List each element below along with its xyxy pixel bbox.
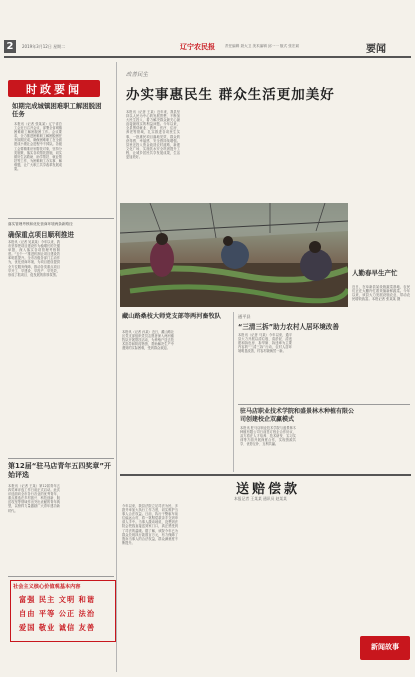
bottom-body: 今年以来，我县法院立足司法为民，多措并举加大执行工作力度，切实维护当事人合法权益。日前，执行干警驱车前往偏远山村，将一笔赔偿款亲手交到申请人手中。当事人激动地说，没想到法院会把钱直接送到家门口，真正感受到了司法的温暖。据了解，该院今年已为群众兑现执行款数百万元，有力保障了胜诉当事人的合法权益，群众满意度不断提升。 [122,504,178,545]
lead-body-cont [240,110,294,200]
paper-name: 辽宁农民报 [180,42,215,51]
story-body-cont [352,333,408,401]
story-body: 本报讯（记者 孙某）近日，藏山路社区党支部组织党员志愿者深入两河畜牧队开展帮扶活动，为养殖户送去技术指导和防疫物资，帮助解决生产中遇到的实际困难，受到群众欢迎。 [122,330,174,351]
bottom-byline: 本报记者 王某某 通讯员 赵某某 [234,496,287,501]
photo-side-title: 人勤春早生产忙 [352,269,398,277]
article-body-cont [62,240,114,450]
main-headline: 办实事惠民生 群众生活更加美好 [126,87,335,103]
news-story-tag [360,636,410,660]
bottom-headline: 送赔偿款 [236,482,301,497]
date-line: 2019年3月12日 星期二 [22,44,66,49]
lead-body-cont [183,110,237,200]
story-title: “三清三拆”助力农村人居环境改善 [238,323,339,331]
lead-body-cont [354,110,408,200]
values-line: 自由 平等 公正 法治 [19,609,96,618]
bottom-body-cont [299,504,355,672]
values-title: 社会主义核心价值观基本内容 [13,584,81,590]
farm-scene-illustration [120,203,348,307]
article-title: 如期完成城镇困难职工解困脱困任务 [12,102,102,118]
article-kicker: 落实管理考核和优化营商环境两条新路径 [8,222,73,226]
bottom-body-cont [240,504,296,672]
section-title: 要闻 [366,44,386,55]
story-body: 本报讯 驻马店职业技术学院与盛景林木种植有限公司日前签订校企合作协议，双方将在人才培养、技术研发、实习实训等方面开展深度合作，实现资源共享、优势互补、互利共赢。 [240,426,296,447]
politics-banner [8,80,100,97]
story-body-cont [295,333,349,401]
page-number: 2 [4,40,16,53]
story-body-cont [177,330,229,465]
story-body-cont [298,426,354,470]
section-rule [8,458,114,459]
column-divider [233,312,234,472]
main-kicker: 改善民生 [126,72,149,78]
section-rule [238,404,410,405]
article-body: 本报讯（记者 张某某）辽宁省总工会近日召开会议，部署全省城镇困难职工解困脱困工作。会议要求，全力推进困难职工解困脱困任务如期完成，确保困难职工在全面建成小康社会进程中不掉队。各级工会要精准识别帮扶对象，坚持分类施策，落实各项帮扶措施，切实做好生活救助、助学帮扶、就业帮扶等工作，为困难职工办实事、解难题，让广大职工共享改革发展成果。 [14,122,62,172]
bottom-body-cont [181,504,237,672]
masthead [0,36,415,54]
column-divider [116,62,117,672]
section-rule [120,474,411,476]
story-title: 藏山路桑枝大师党支部等两河畜牧队 [122,313,221,320]
article-title: 确保重点项目顺利推进 [8,231,74,239]
section-rule [8,576,114,577]
story-kicker: 通平县 [238,314,251,319]
values-line: 爱国 敬业 诚信 友善 [19,623,96,632]
article-body-cont [64,122,108,214]
editors-line: 责任编辑 聂大卫 美术编辑 邱一一 版式 张宏斌 [225,44,299,48]
story-body-cont [358,408,410,470]
lead-body-cont [297,110,351,200]
farm-photo [120,203,348,307]
article-body: 本报讯（记者 王某）第12届青年五四奖章评选工作日前正式启动。此次评选面向全市各行各业的优秀青年，重点推选在乡村振兴、科技创新、脱贫攻坚等领域作出突出贡献的青年典型，以榜样力量激励广大青年建功新时代。 [8,484,60,513]
section-rule [8,218,114,219]
story-body: 本报讯（记者 马某）今年以来，通平县大力开展以清垃圾、清淤泥、清违建和拆危房、拆旱厕、拆违章为主要内容的“三清三拆”行动，农村人居环境明显改善，村容村貌焕然一新。 [238,333,292,354]
lead-body: 本报讯（记者 王某）近年来，我县坚持以人民为中心的发展思想，不断加大民生投入，着力解决群众最关心最直接最现实的利益问题。今年以来，全县围绕就业、教育、医疗、住房、养老等领域，扎实推进各项民生实事，一批惠民项目落地见效，群众的获得感、幸福感、安全感持续增强。县里还投入资金改造农村道路，新建文化广场，实施饮水安全巩固提升工程，让城乡居民共享发展成果，生活更加美好。 [126,110,180,160]
article-body-cont [62,484,114,572]
values-line: 富强 民主 文明 和谐 [19,595,96,604]
photo-caption: 近日，在阜新县某设施蔬菜基地，农民们正在大棚内忙着采摘新鲜蔬菜。今年以来，该县大力发展设施农业，带动农民增收致富。本报记者 张某某 摄 [352,285,410,302]
masthead-rule [4,56,411,58]
article-body: 本报讯（记者 吴某某）今年以来，我市坚持把项目建设作为稳增长的关键举措，深入落实各项管理考核制度。“五个一”推进机制让项目建设效率明显提升。全市各级各部门主动作为，优化营商环境，为项目建设提供全方位服务保障，推动各类重点项目早开工、早建设、早投产、早见效，形成了抓项目、促发展的浓厚氛围。 [8,240,60,277]
story-title: 驻马店职业技术学院和盛景林木种植有限公司创建校企双赢模式 [240,408,355,423]
banner-text: 时政要闻 [26,83,82,96]
values-box [10,580,116,642]
bottom-body-cont [358,504,410,632]
news-story-tag-text: 新闻故事 [371,643,399,651]
article-title: 第12届“驻马店青年五四奖章”开始评选 [8,462,111,479]
